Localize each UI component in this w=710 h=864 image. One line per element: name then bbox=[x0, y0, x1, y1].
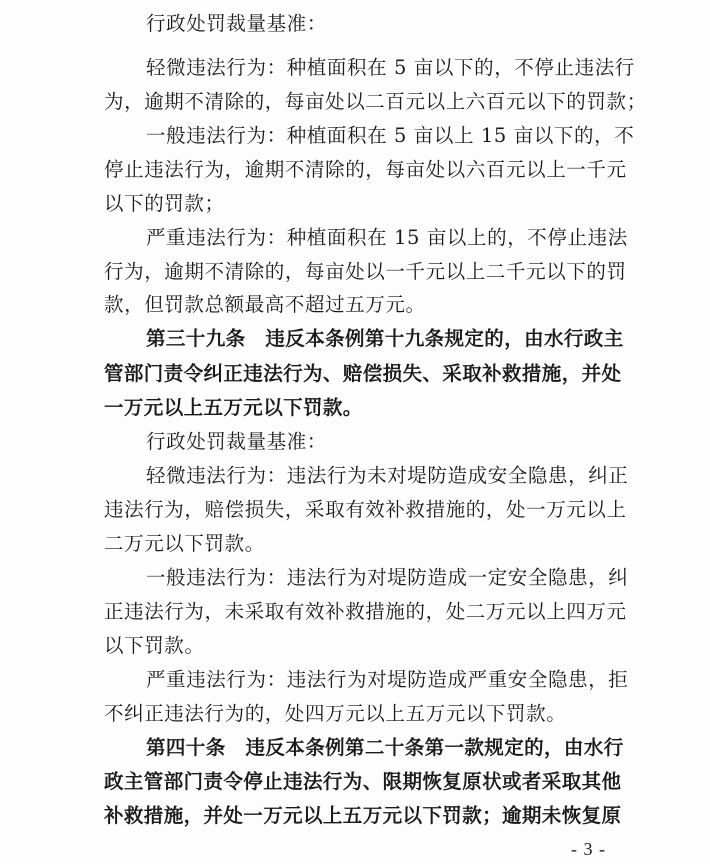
text-line: 一般违法行为：违法行为对堤防造成一定安全隐患，纠 bbox=[146, 566, 629, 589]
text-line: 轻微违法行为：违法行为未对堤防造成安全隐患，纠正 bbox=[146, 464, 629, 487]
text-line: 款，但罚款总额最高不超过五万元。 bbox=[104, 293, 426, 316]
article-39-heading: 第三十九条 违反本条例第十九条规定的，由水行政主 bbox=[146, 327, 624, 350]
text-line: 停止违法行为，逾期不清除的，每亩处以六百元以上一千元 bbox=[104, 158, 627, 181]
text-line: 为，逾期不清除的，每亩处以二百元以上六百元以下的罚款； bbox=[104, 90, 647, 113]
page-number: - 3 - bbox=[571, 839, 606, 859]
text-line: 违法行为，赔偿损失，采取有效补救措施的，处一万元以上 bbox=[104, 498, 627, 521]
text-line: 管部门责令纠正违法行为、赔偿损失、采取补救措施，并处 bbox=[104, 362, 622, 385]
text-line: 一般违法行为：种植面积在 5 亩以上 15 亩以下的，不 bbox=[146, 124, 635, 147]
text-line: 政主管部门责令停止违法行为、限期恢复原状或者采取其他 bbox=[104, 770, 622, 793]
text-line: 不纠正违法行为的，处四万元以上五万元以下罚款。 bbox=[104, 702, 567, 725]
text-line: 以下罚款。 bbox=[104, 634, 205, 657]
text-line: 严重违法行为：种植面积在 15 亩以上的，不停止违法 bbox=[146, 226, 628, 249]
text-line: 轻微违法行为：种植面积在 5 亩以下的，不停止违法行 bbox=[146, 56, 635, 79]
text-line: 以下的罚款； bbox=[104, 192, 225, 215]
text-line: 行为，逾期不清除的，每亩处以一千元以上二千元以下的罚 bbox=[104, 260, 627, 283]
text-line: 行政处罚裁量基准： bbox=[146, 430, 327, 453]
article-40-heading: 第四十条 违反本条例第二十条第一款规定的，由水行 bbox=[146, 736, 624, 759]
text-line: 正违法行为，未采取有效补救措施的，处二万元以上四万元 bbox=[104, 600, 627, 623]
text-line: 一万元以上五万元以下罚款。 bbox=[104, 396, 363, 419]
text-line: 严重违法行为：违法行为对堤防造成严重安全隐患，拒 bbox=[146, 668, 629, 691]
text-line: 补救措施，并处一万元以上五万元以下罚款；逾期未恢复原 bbox=[104, 804, 622, 827]
text-line: 行政处罚裁量基准： bbox=[146, 12, 327, 35]
text-line: 二万元以下罚款。 bbox=[104, 532, 265, 555]
